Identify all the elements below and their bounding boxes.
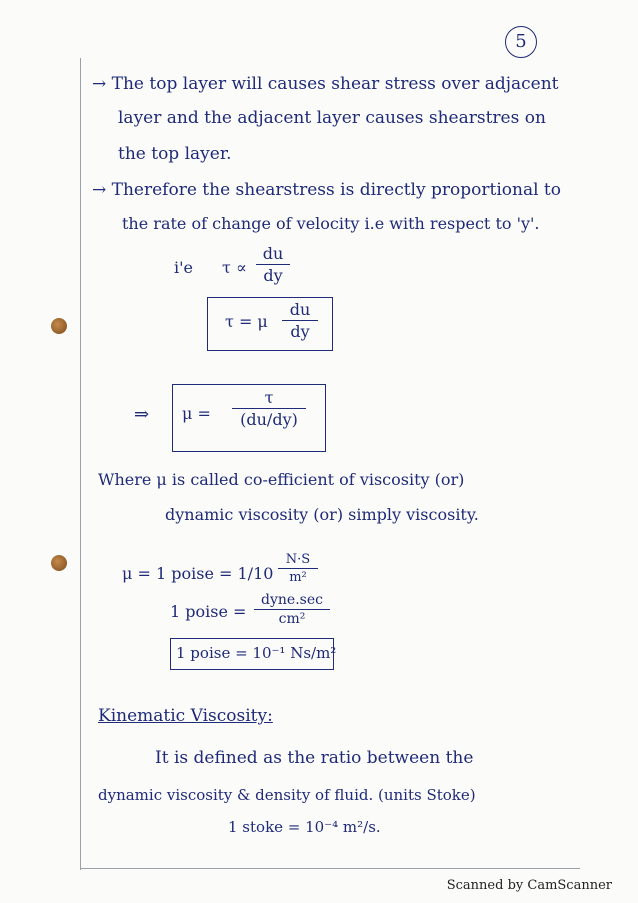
unit-line-3: 1 poise = 10⁻¹ Ns/m² <box>176 644 337 662</box>
implies-arrow: ⇒ <box>134 404 150 425</box>
eq3-denominator: (du/dy) <box>240 410 298 429</box>
eq2-lhs: τ = μ <box>225 312 268 331</box>
text-line-5: the rate of change of velocity i.e with respect to 'y'. <box>122 214 540 233</box>
eq1-lhs: τ ∝ <box>222 258 247 277</box>
fraction-bar <box>282 320 318 321</box>
where-line-2: dynamic viscosity (or) simply viscosity. <box>165 505 479 524</box>
scanner-watermark: Scanned by CamScanner <box>446 878 612 893</box>
fraction-bar <box>256 264 290 265</box>
text-line-2: layer and the adjacent layer causes shearstres on <box>118 108 546 128</box>
unit1-numerator: N·S <box>285 552 311 567</box>
unit-line-2: 1 poise = <box>170 602 247 621</box>
unit2-numerator: dyne.sec <box>261 592 323 608</box>
fraction-bar <box>254 609 330 610</box>
unit-line-1: μ = 1 poise = 1/10 <box>122 564 274 583</box>
kinematic-line-2: dynamic viscosity & density of fluid. (units Stoke) <box>98 786 476 804</box>
punch-hole-bottom <box>51 555 67 571</box>
kinematic-line-1: It is defined as the ratio between the <box>155 748 474 768</box>
eq1-numerator: du <box>262 244 284 263</box>
margin-line <box>80 58 81 870</box>
eq1-fraction <box>256 244 290 285</box>
fraction-bar <box>232 408 306 409</box>
where-line-1: Where μ is called co-efficient of viscosity (or) <box>98 470 465 489</box>
text-line-3: the top layer. <box>118 144 232 164</box>
fraction-bar <box>278 568 318 569</box>
unit1-denominator: m² <box>289 570 307 585</box>
eq3-numerator: τ <box>264 388 274 407</box>
eq3-fraction <box>232 388 306 429</box>
text-line-4: → Therefore the shearstress is directly proportional to <box>92 180 561 200</box>
bottom-rule <box>80 868 580 869</box>
punch-hole-top <box>51 318 67 334</box>
kinematic-line-3: 1 stoke = 10⁻⁴ m²/s. <box>228 818 381 836</box>
unit2-denominator: cm² <box>278 611 306 627</box>
eq1-denominator: dy <box>263 266 283 285</box>
kinematic-heading: Kinematic Viscosity: <box>98 706 273 726</box>
unit2-fraction <box>254 592 330 627</box>
page-number: 5 <box>505 26 537 58</box>
text-line-1: → The top layer will causes shear stress over adjacent <box>92 74 559 94</box>
eq1-prefix: i'e <box>174 258 193 277</box>
eq2-numerator: du <box>289 300 311 319</box>
eq2-fraction <box>282 300 318 341</box>
eq3-lhs: μ = <box>182 404 211 423</box>
unit1-fraction <box>278 552 318 585</box>
eq2-denominator: dy <box>290 322 310 341</box>
